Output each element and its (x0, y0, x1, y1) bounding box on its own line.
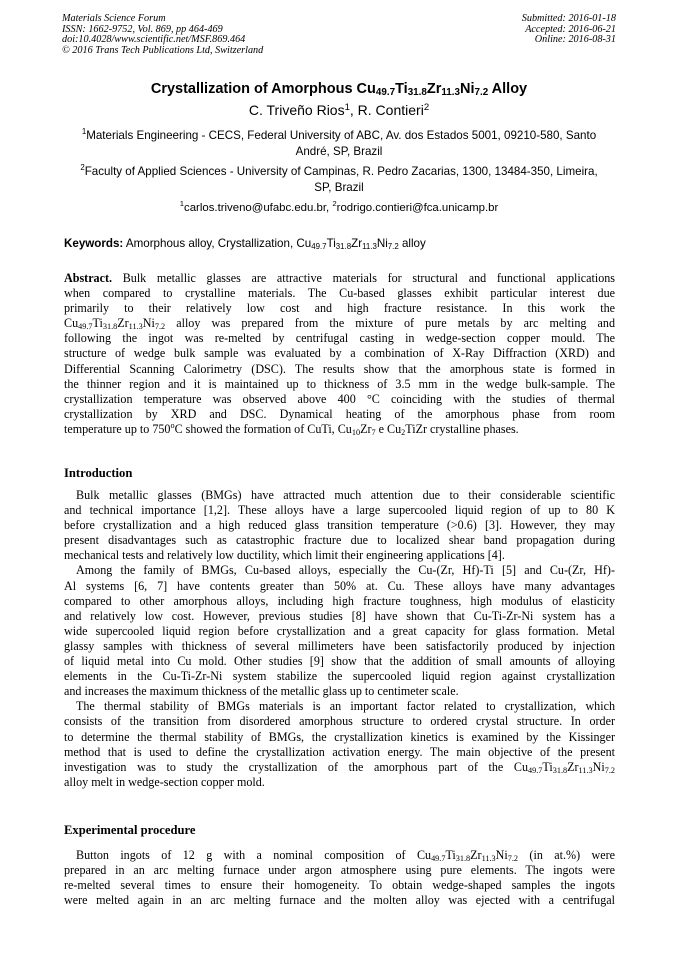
body-line: of liquid metal into Cu mold. Other studies [9] show that the addition of small amounts of alloying (64, 654, 615, 669)
abstract-line: $Cu_{49.7}Ti_{31.8}Zr_{11.3}Ni_{7.2}$ alloy was prepared from the mixture of pure metals by arc melting and (64, 316, 615, 332)
body-line: to determine the thermal stability of BMGs, the crystallization kinetics is examined by the Kissinger (64, 729, 615, 744)
body-line: compared to other amorphous alloys, including high fracture toughness, high modulus of elasticity (64, 593, 615, 608)
email-link[interactable]: carlos.triveno@ufabc.edu.br (184, 202, 327, 214)
body-line: Among the family of BMGs, Cu-based alloys, especially the Cu-(Zr, Hf)-Ti [5] and Cu-(Zr, Hf)- (76, 563, 615, 578)
abstract-line: Abstract. Bulk metallic glasses are attractive materials for structural and functional applications (64, 271, 615, 285)
body-line: re-melted several times to ensure their homogeneity. To obtain wedge-shaped samples the ingots (64, 878, 615, 893)
body-line: investigation was to study the crystallization of the amorphous part of the $Cu_{49.7}Ti_{31.8}Zr_{11.3}Ni_{7.2}$ (64, 759, 615, 775)
abstract-line: following the ingot was re-melted by centrifugal casting in wedge-section copper mould. The (64, 331, 615, 346)
abstract-line: when compared to crystalline materials. The Cu-based glasses exhibit particular interest due (64, 286, 615, 301)
body-line: Al systems [6, 7] have contents greater than 50% at. Cu. These alloys have many advantages (64, 578, 615, 593)
abstract-line: crystallization by XRD and DSC. Dynamical heating of the amorphous phase from room (64, 406, 615, 421)
issn-line: ISSN: 1662-9752, Vol. 869, pp 464-469 (62, 23, 223, 35)
abstract-line: temperature up to 750$^o$C showed the formation of CuTi, $Cu_{10}Zr_7$ e $Cu_2TiZr$ crystalline phases. (64, 420, 519, 437)
abstract-line: Differential Scanning Calorimetry (DSC). The results show that the amorphous state is formed in (64, 361, 615, 376)
abstract-line: crystallization temperature was observed above 400 °C coinciding with the studies of thermal (64, 391, 615, 406)
body-line: and technical importance [1,2]. These alloys have a large supercooled liquid region of up to 80 K (64, 503, 615, 518)
author-name: C. Triveño Rios (248, 102, 345, 118)
email-link[interactable]: rodrigo.contieri@fca.unicamp.br (336, 202, 499, 214)
paper-title: Crystallization of Amorphous $Cu_{49.7}Ti_{31.8}Zr_{11.3}Ni_{7.2}$ Alloy (150, 81, 528, 98)
body-line: present disadvantages such as catastrophic fracture due to localized shear band propagation during (64, 533, 615, 548)
body-line: Button ingots of 12 g with a nominal composition of $Cu_{49.7}Ti_{31.8}Zr_{11.3}Ni_{7.2}$ (in at.%) were (76, 848, 615, 863)
journal-name: Materials Science Forum (62, 13, 166, 24)
body-line: glassy samples with thickness of several millimeters have been satisfactorily produced by injection (64, 638, 615, 653)
author-list: C. Triveño Rios$^1$, R. Contieri$^2$ (248, 102, 430, 118)
abstract-line: primarily to their relatively low cost and high fracture resistance. In this work the (64, 301, 615, 316)
body-line: Bulk metallic glasses (BMGs) have attracted much attention due to their considerable scientific (76, 488, 615, 502)
online-date: Online: 2016-08-31 (534, 34, 616, 46)
submitted-date: Submitted: 2016-01-18 (521, 13, 616, 24)
body-line: prepared in an arc melting furnace under argon atmosphere using pure elements. The ingots were (64, 863, 615, 878)
section-heading-experimental: Experimental procedure (64, 823, 196, 837)
abstract-label: Abstract. (64, 271, 113, 285)
abstract-line: the thinner region and it is maintained up to thickness of 3.5 mm in the wedge bulk-sample. The (64, 376, 615, 391)
body-line: elements in the Cu-Ti-Zr-Ni system stabilize the supercooled liquid region against crystallization (64, 669, 615, 684)
body-line: wide supercooled liquid region before crystallization and a great capacity for glass formation. Metal (64, 623, 615, 638)
doi-line: doi:10.4028/www.scientific.net/MSF.869.464 (62, 34, 246, 46)
abstract (64, 271, 615, 437)
body-line: were melted again in an arc melting furnace and the molten alloy was ejected with a centrifugal (64, 893, 615, 908)
body-line: mechanical tests and relatively low ductility, which limit their engineering applications [4]. (64, 548, 505, 563)
body-line: alloy melt in wedge-section copper mold. (64, 774, 265, 789)
experimental-body (64, 848, 615, 908)
copyright-line: © 2016 Trans Tech Publications Ltd, Switzerland (62, 44, 264, 56)
author-name: R. Contieri (357, 102, 424, 118)
body-line: before crystallization and a high reduced glass transition temperature (>0.6) [3]. However, they may (64, 518, 615, 533)
section-heading-introduction: Introduction (64, 466, 133, 480)
body-line: consists of the transition from disordered amorphous structure to ordered crystal structure. In order (64, 714, 615, 729)
body-line: and increases the maximum thickness of the metallic glass up to centimeter scale. (64, 684, 459, 699)
keywords: Keywords: Amorphous alloy, Crystallization, $Cu_{49.7}Ti_{31.8}Zr_{11.3}Ni_{7.2}$ alloy (64, 237, 426, 251)
introduction-body (64, 488, 615, 790)
affiliation: $^2$Faculty of Applied Sciences - University of Campinas, R. Pedro Zacarias, 1300, 13484-350, Limeira, SP, Brazil (80, 163, 598, 194)
abstract-line: structure of wedge bulk sample was evaluated by a combination of X-Ray Diffraction (XRD) and (64, 346, 615, 361)
body-line: and relatively low cost. However, previous studies [8] have shown that Cu-Ti-Zr-Ni system has a (64, 608, 615, 623)
keywords-label: Keywords: (64, 237, 124, 250)
submission-dates (522, 14, 616, 46)
journal-info (62, 14, 263, 56)
body-line: The thermal stability of BMGs materials is an important factor related to crystallization, which (76, 699, 615, 714)
author-emails: $^1$carlos.triveno@ufabc.edu.br, $^2$rodrigo.contieri@fca.unicamp.br (179, 199, 499, 214)
body-line: method that is used to define the crystallization activation energy. The main objective of the present (64, 744, 615, 759)
accepted-date: Accepted: 2016-06-21 (525, 23, 616, 35)
affiliation: $^1$Materials Engineering - CECS, Federal University of ABC, Av. dos Estados 5001, 09210-580, Santo André, SP, Brazil (81, 127, 597, 158)
